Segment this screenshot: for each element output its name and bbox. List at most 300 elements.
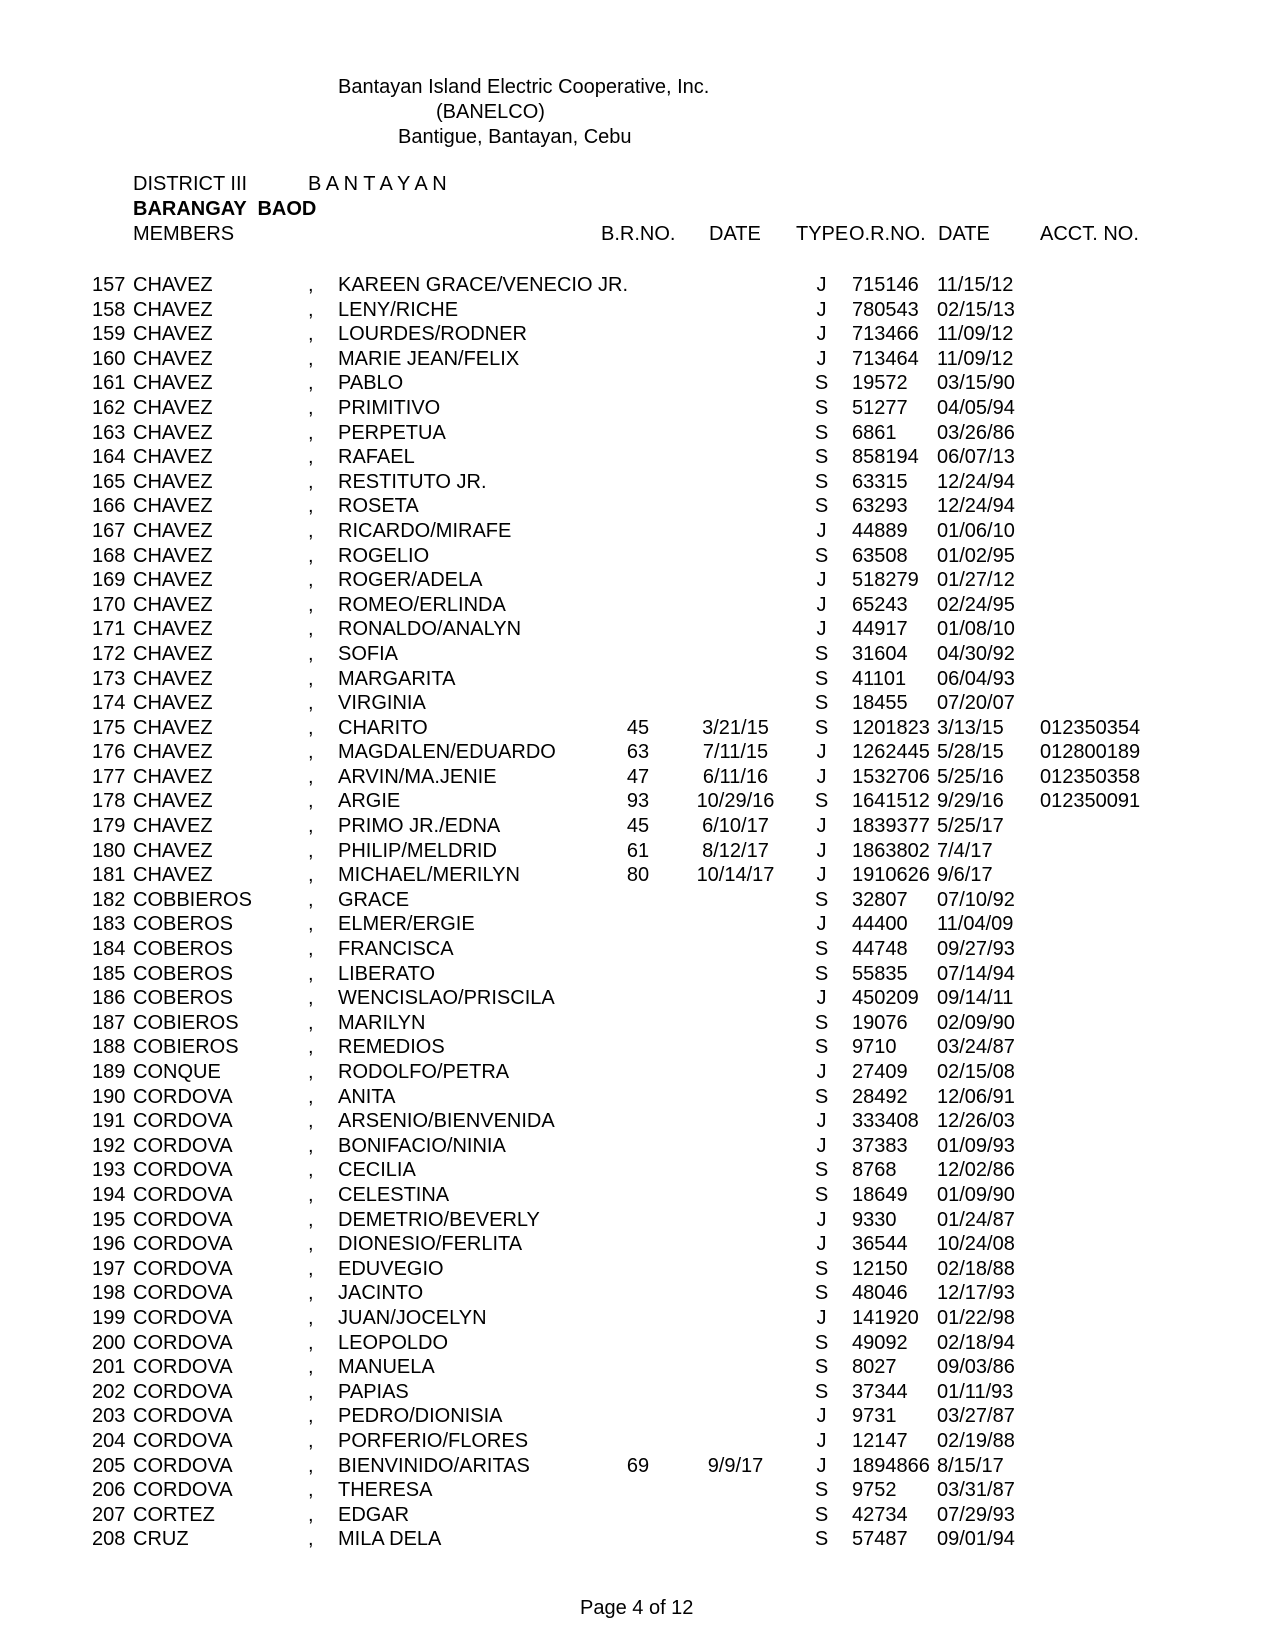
or-no-value: 63508 [852,544,908,567]
member-number: 197 [92,1257,126,1280]
table-row [0,568,1275,593]
member-number: 170 [92,593,126,616]
member-type-value: J [816,1454,827,1477]
member-type-value: J [816,593,827,616]
member-given-name: SOFIA [338,642,399,665]
or-no-value: 44889 [852,519,908,542]
member-given-name: MILA DELA [338,1528,442,1551]
table-row [0,1158,1275,1183]
member-given-name: MICHAEL/MERILYN [338,864,520,887]
member-number: 175 [92,716,126,739]
member-surname: CHAVEZ [133,593,213,616]
member-type-value: S [814,888,829,911]
or-date-value: 01/22/98 [937,1306,1015,1329]
comma-separator: , [308,1110,314,1133]
member-type-value: S [814,716,829,739]
br-no-value: 61 [626,839,650,862]
table-row [0,1429,1275,1454]
table-row [0,1380,1275,1405]
member-given-name: JUAN/JOCELYN [338,1306,487,1329]
member-number: 187 [92,1011,126,1034]
or-no-value: 65243 [852,593,908,616]
member-type-value: S [814,1380,829,1403]
member-surname: CORDOVA [133,1257,233,1280]
column-header-or-date: DATE [938,223,990,245]
member-number: 182 [92,888,126,911]
member-given-name: CHARITO [338,716,428,739]
member-type-value: S [814,396,829,419]
member-number: 172 [92,642,126,665]
comma-separator: , [308,1454,314,1477]
member-type-value: J [816,618,827,641]
or-date-value: 12/17/93 [937,1282,1015,1305]
member-surname: CORDOVA [133,1380,233,1403]
or-date-value: 03/15/90 [937,372,1015,395]
comma-separator: , [308,987,314,1010]
table-row [0,519,1275,544]
member-surname: CORDOVA [133,1331,233,1354]
or-no-value: 44917 [852,618,908,641]
comma-separator: , [308,274,314,296]
member-surname: CORDOVA [133,1134,233,1157]
table-row [0,986,1275,1011]
table-row [0,814,1275,839]
member-type-value: S [814,1183,829,1206]
member-surname: COBEROS [133,913,234,936]
member-given-name: CELESTINA [338,1183,450,1206]
acct-no-value: 012350091 [1040,790,1141,813]
or-no-value: 9710 [852,1036,897,1059]
member-surname: COBIEROS [133,1036,239,1059]
member-surname: CHAVEZ [133,692,213,715]
member-surname: CHAVEZ [133,716,213,739]
or-no-value: 141920 [852,1306,919,1329]
comma-separator: , [308,839,314,862]
or-date-value: 01/08/10 [937,618,1015,641]
member-number: 161 [92,372,126,395]
member-number: 171 [92,618,126,641]
table-row [0,740,1275,765]
or-date-value: 7/4/17 [937,839,993,862]
member-given-name: PERPETUA [338,421,446,444]
member-type-value: J [816,815,827,838]
or-no-value: 6861 [852,421,897,444]
member-number: 167 [92,519,126,542]
member-surname: CORDOVA [133,1159,233,1182]
br-no-value: 93 [626,790,650,813]
member-type-value: J [816,1233,827,1256]
or-no-value: 1262445 [852,741,930,764]
or-no-value: 12150 [852,1257,908,1280]
or-date-value: 07/14/94 [937,962,1015,985]
member-surname: CHAVEZ [133,765,213,788]
table-row [0,1404,1275,1429]
member-given-name: WENCISLAO/PRISCILA [338,987,555,1010]
district-value: B A N T A Y A N [308,173,447,195]
table-row [0,1527,1275,1552]
table-row [0,1060,1275,1085]
comma-separator: , [308,1503,314,1526]
member-surname: CHAVEZ [133,470,213,493]
member-surname: CHAVEZ [133,618,213,641]
member-surname: CORDOVA [133,1208,233,1231]
table-row [0,839,1275,864]
or-date-value: 07/10/92 [937,888,1015,911]
or-date-value: 01/09/93 [937,1134,1015,1157]
member-given-name: MARGARITA [338,667,456,690]
member-given-name: LOURDES/RODNER [338,323,527,346]
or-no-value: 37383 [852,1134,908,1157]
member-type-value: S [814,1528,829,1551]
member-number: 163 [92,421,126,444]
member-type-value: S [814,1085,829,1108]
table-row [0,494,1275,519]
table-row [0,396,1275,421]
member-type-value: S [814,667,829,690]
member-type-value: S [814,1503,829,1526]
member-number: 168 [92,544,126,567]
member-type-value: S [814,1479,829,1502]
or-date-value: 9/6/17 [937,864,993,887]
table-row [0,1257,1275,1282]
member-surname: CHAVEZ [133,864,213,887]
member-given-name: DEMETRIO/BEVERLY [338,1208,540,1231]
member-type-value: S [814,692,829,715]
br-no-value: 45 [626,815,650,838]
member-surname: CRUZ [133,1528,189,1551]
member-surname: CHAVEZ [133,446,213,469]
member-surname: CORDOVA [133,1183,233,1206]
member-surname: COBEROS [133,987,234,1010]
comma-separator: , [308,446,314,469]
or-date-value: 06/07/13 [937,446,1015,469]
br-date-value: 9/9/17 [707,1454,764,1477]
member-type-value: S [814,938,829,961]
or-date-value: 04/05/94 [937,396,1015,419]
table-row [0,642,1275,667]
br-date-value: 6/11/16 [702,765,769,788]
member-number: 162 [92,396,126,419]
or-no-value: 28492 [852,1085,908,1108]
or-no-value: 19076 [852,1011,908,1034]
or-no-value: 42734 [852,1503,908,1526]
member-number: 180 [92,839,126,862]
or-no-value: 32807 [852,888,908,911]
or-date-value: 3/13/15 [937,716,1004,739]
table-row [0,470,1275,495]
member-given-name: EDUVEGIO [338,1257,444,1280]
or-no-value: 8027 [852,1356,897,1379]
member-surname: CORDOVA [133,1282,233,1305]
table-row [0,789,1275,814]
table-row [0,716,1275,741]
or-no-value: 9330 [852,1208,897,1231]
or-no-value: 49092 [852,1331,908,1354]
or-no-value: 57487 [852,1528,908,1551]
member-given-name: PRIMO JR./EDNA [338,815,501,838]
br-date-value: 3/21/15 [702,716,769,739]
comma-separator: , [308,1233,314,1256]
member-surname: COBEROS [133,962,234,985]
comma-separator: , [308,1479,314,1502]
member-type-value: S [814,544,829,567]
member-surname: CORDOVA [133,1110,233,1133]
or-no-value: 37344 [852,1380,908,1403]
member-type-value: J [816,1208,827,1231]
member-given-name: JACINTO [338,1282,424,1305]
table-row [0,593,1275,618]
column-header-br-date: DATE [709,223,761,245]
or-date-value: 09/14/11 [937,987,1014,1010]
comma-separator: , [308,1380,314,1403]
table-row [0,322,1275,347]
member-type-value: S [814,1356,829,1379]
member-given-name: PRIMITIVO [338,396,441,419]
member-surname: CHAVEZ [133,544,213,567]
comma-separator: , [308,790,314,813]
comma-separator: , [308,1208,314,1231]
member-surname: CORDOVA [133,1405,233,1428]
table-row [0,691,1275,716]
or-no-value: 55835 [852,962,908,985]
or-no-value: 27409 [852,1061,908,1083]
table-row [0,1503,1275,1528]
comma-separator: , [308,815,314,838]
or-date-value: 10/24/08 [937,1233,1015,1256]
table-row [0,1011,1275,1036]
member-type-value: J [816,347,827,370]
member-number: 178 [92,790,126,813]
member-surname: CORDOVA [133,1454,233,1477]
br-date-value: 7/11/15 [702,741,769,764]
member-type-value: J [816,1134,827,1157]
br-no-value: 63 [626,741,650,764]
or-date-value: 12/24/94 [937,470,1015,493]
comma-separator: , [308,298,314,321]
or-no-value: 9752 [852,1479,897,1502]
member-type-value: S [814,1159,829,1182]
comma-separator: , [308,888,314,911]
member-type-value: S [814,1011,829,1034]
member-number: 174 [92,692,126,715]
comma-separator: , [308,569,314,592]
member-type-value: J [816,1061,827,1083]
or-no-value: 44400 [852,913,908,936]
or-date-value: 03/26/86 [937,421,1015,444]
member-number: 176 [92,741,126,764]
member-number: 186 [92,987,126,1010]
or-date-value: 02/18/88 [937,1257,1015,1280]
comma-separator: , [308,544,314,567]
member-surname: COBBIEROS [133,888,252,911]
member-number: 165 [92,470,126,493]
comma-separator: , [308,1528,314,1551]
page-number: Page 4 of 12 [580,1597,694,1619]
member-given-name: MANUELA [338,1356,435,1379]
member-number: 196 [92,1233,126,1256]
or-date-value: 01/27/12 [937,569,1015,592]
comma-separator: , [308,323,314,346]
or-no-value: 780543 [852,298,919,321]
table-row [0,1478,1275,1503]
or-date-value: 09/01/94 [937,1528,1015,1551]
comma-separator: , [308,1159,314,1182]
member-number: 202 [92,1380,126,1403]
member-type-value: S [814,1282,829,1305]
or-no-value: 715146 [852,274,919,296]
org-address: Bantigue, Bantayan, Cebu [398,126,632,148]
member-type-value: J [816,1429,827,1452]
member-surname: COBIEROS [133,1011,239,1034]
member-given-name: PORFERIO/FLORES [338,1429,529,1452]
table-row [0,912,1275,937]
member-type-value: J [816,323,827,346]
table-row [0,937,1275,962]
member-given-name: MARIE JEAN/FELIX [338,347,520,370]
member-surname: CHAVEZ [133,495,213,518]
or-date-value: 01/11/93 [937,1380,1014,1403]
or-date-value: 11/15/12 [937,274,1014,296]
acct-no-value: 012350354 [1040,716,1141,739]
table-row [0,888,1275,913]
or-date-value: 02/19/88 [937,1429,1015,1452]
member-given-name: LEOPOLDO [338,1331,449,1354]
comma-separator: , [308,470,314,493]
member-number: 164 [92,446,126,469]
or-date-value: 03/31/87 [937,1479,1015,1502]
member-type-value: S [814,1257,829,1280]
member-number: 181 [92,864,126,887]
member-given-name: CECILIA [338,1159,416,1182]
member-surname: CHAVEZ [133,372,213,395]
member-type-value: S [814,1036,829,1059]
member-surname: CORDOVA [133,1356,233,1379]
member-surname: CORDOVA [133,1233,233,1256]
or-no-value: 858194 [852,446,919,469]
member-given-name: PABLO [338,372,404,395]
district-label: DISTRICT III [133,173,248,195]
member-type-value: S [814,495,829,518]
member-surname: CHAVEZ [133,519,213,542]
comma-separator: , [308,1429,314,1452]
member-type-value: S [814,642,829,665]
or-date-value: 12/02/86 [937,1159,1015,1182]
comma-separator: , [308,642,314,665]
table-row [0,863,1275,888]
or-no-value: 333408 [852,1110,919,1133]
or-no-value: 19572 [852,372,908,395]
member-number: 203 [92,1405,126,1428]
member-number: 157 [92,274,126,296]
member-number: 199 [92,1306,126,1329]
column-header-members: MEMBERS [133,223,235,245]
comma-separator: , [308,372,314,395]
comma-separator: , [308,1282,314,1305]
table-row [0,765,1275,790]
member-surname: CHAVEZ [133,667,213,690]
comma-separator: , [308,421,314,444]
comma-separator: , [308,1306,314,1329]
member-type-value: J [816,1110,827,1133]
member-given-name: ARSENIO/BIENVENIDA [338,1110,555,1133]
member-number: 201 [92,1356,126,1379]
member-number: 177 [92,765,126,788]
member-type-value: J [816,298,827,321]
member-type-value: J [816,1306,827,1329]
member-given-name: ELMER/ERGIE [338,913,475,936]
member-number: 193 [92,1159,126,1182]
or-no-value: 1532706 [852,765,930,788]
or-date-value: 9/29/16 [937,790,1004,813]
member-number: 184 [92,938,126,961]
comma-separator: , [308,667,314,690]
or-date-value: 09/03/86 [937,1356,1015,1379]
or-date-value: 09/27/93 [937,938,1015,961]
column-header-acct-no: ACCT. NO. [1040,223,1139,245]
or-date-value: 11/04/09 [937,913,1014,936]
or-no-value: 1863802 [852,839,930,862]
member-number: 160 [92,347,126,370]
member-surname: CORDOVA [133,1306,233,1329]
comma-separator: , [308,741,314,764]
or-date-value: 07/20/07 [937,692,1015,715]
table-row [0,1085,1275,1110]
br-date-value: 10/29/16 [696,790,775,813]
table-row [0,1208,1275,1233]
br-date-value: 8/12/17 [702,839,769,862]
member-type-value: J [816,839,827,862]
member-number: 200 [92,1331,126,1354]
barangay-line [0,197,1275,222]
or-date-value: 02/18/94 [937,1331,1015,1354]
member-surname: CORTEZ [133,1503,215,1526]
member-given-name: EDGAR [338,1503,410,1526]
comma-separator: , [308,1183,314,1206]
acct-no-value: 012800189 [1040,741,1141,764]
or-no-value: 48046 [852,1282,908,1305]
comma-separator: , [308,519,314,542]
or-date-value: 8/15/17 [937,1454,1004,1477]
br-date-value: 6/10/17 [702,815,769,838]
member-surname: CHAVEZ [133,569,213,592]
table-row [0,273,1275,298]
org-abbrev: (BANELCO) [436,101,545,123]
member-given-name: MAGDALEN/EDUARDO [338,741,556,764]
member-number: 191 [92,1110,126,1133]
member-surname: CONQUE [133,1061,221,1083]
member-type-value: J [816,765,827,788]
or-date-value: 06/04/93 [937,667,1015,690]
member-given-name: VIRGINIA [338,692,426,715]
member-type-value: J [816,569,827,592]
or-no-value: 9731 [852,1405,897,1428]
or-date-value: 01/02/95 [937,544,1015,567]
comma-separator: , [308,1257,314,1280]
table-row [0,1355,1275,1380]
member-number: 194 [92,1183,126,1206]
member-given-name: BIENVINIDO/ARITAS [338,1454,530,1477]
br-no-value: 69 [626,1454,650,1477]
or-date-value: 01/24/87 [937,1208,1015,1231]
member-surname: CHAVEZ [133,790,213,813]
member-type-value: S [814,421,829,444]
or-no-value: 1201823 [852,716,930,739]
or-date-value: 02/24/95 [937,593,1015,616]
comma-separator: , [308,1356,314,1379]
comma-separator: , [308,347,314,370]
member-number: 159 [92,323,126,346]
member-given-name: DIONESIO/FERLITA [338,1233,523,1256]
